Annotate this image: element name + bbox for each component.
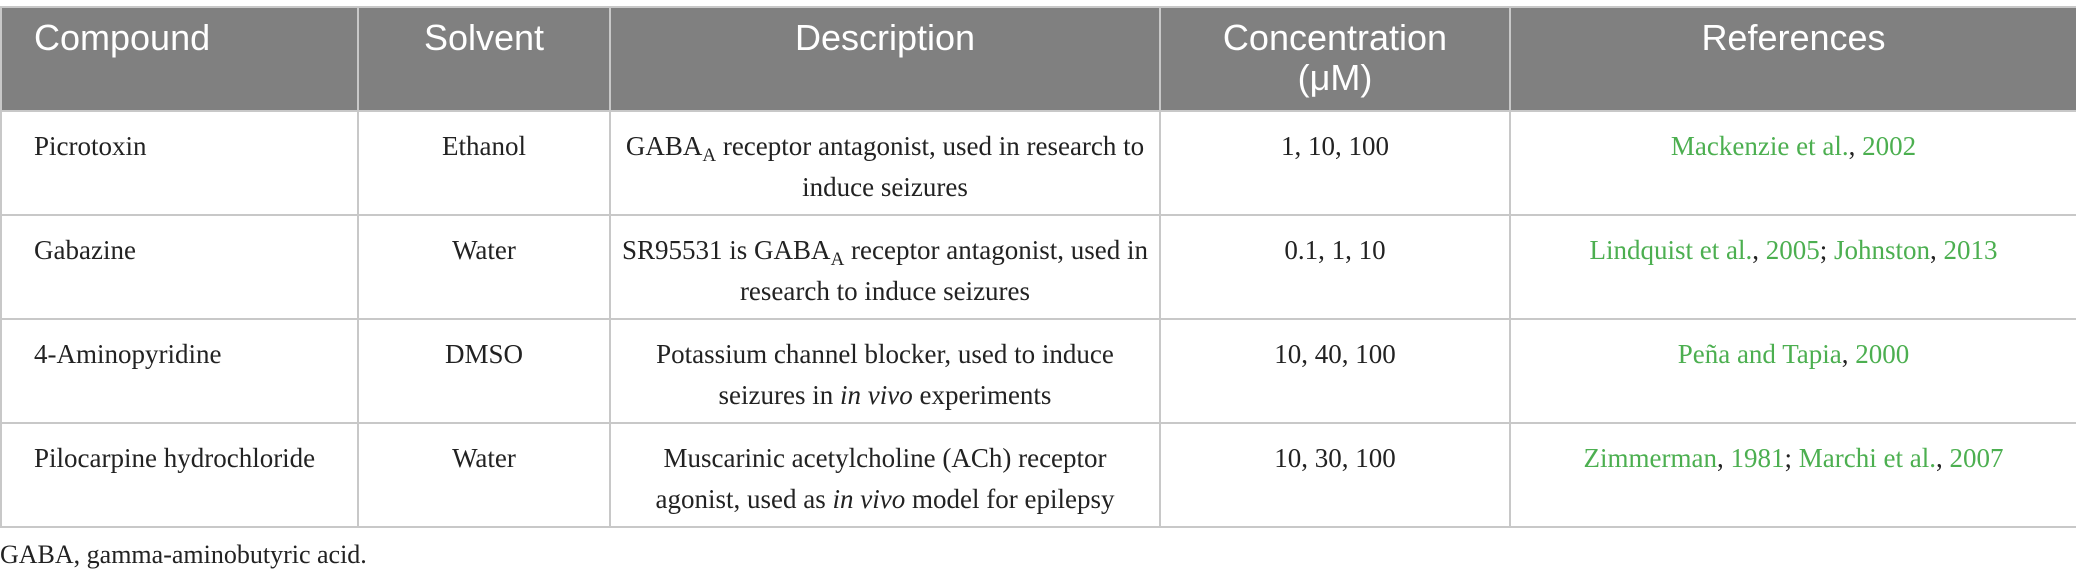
header-concentration (1160, 7, 1510, 111)
header-solvent: Solvent (358, 7, 610, 111)
reference-link[interactable]: Peña and Tapia (1677, 339, 1842, 369)
description-cell: Potassium channel blocker, used to induce seizures in in vivo experiments (610, 319, 1160, 423)
solvent-cell: Water (358, 423, 610, 527)
description-cell: Muscarinic acetylcholine (ACh) receptor agonist, used as in vivo model for epilepsy (610, 423, 1160, 527)
concentration-cell: 0.1, 1, 10 (1160, 215, 1510, 319)
reference-link[interactable]: Lindquist et al. (1589, 235, 1753, 265)
table-footnote: GABA, gamma-aminobutyric acid. (0, 540, 367, 569)
references-cell: Lindquist et al., 2005; Johnston, 2013 (1510, 215, 2076, 319)
header-concentration-label: Concentration (1222, 17, 1448, 58)
reference-link[interactable]: 2000 (1855, 339, 1910, 369)
reference-link[interactable]: 2005 (1765, 235, 1820, 265)
reference-link[interactable]: Zimmerman (1583, 443, 1717, 473)
table-row (1, 215, 2076, 319)
reference-link[interactable]: Johnston (1833, 235, 1931, 265)
reference-link[interactable]: Marchi et al. (1798, 443, 1936, 473)
compound-cell: Gabazine (1, 215, 358, 319)
description-cell: $GABA_A$ receptor antagonist, used in research to induce seizures (610, 111, 1160, 215)
references-cell: Mackenzie et al., 2002 (1510, 111, 2076, 215)
reference-link[interactable]: 2007 (1949, 443, 2004, 473)
header-description: Description (610, 7, 1160, 111)
compound-cell: Picrotoxin (1, 111, 358, 215)
solvent-cell: DMSO (358, 319, 610, 423)
references-cell: Peña and Tapia, 2000 (1510, 319, 2076, 423)
header-compound: Compound (1, 7, 358, 111)
header-row (1, 7, 2076, 111)
table-row (1, 319, 2076, 423)
reference-link[interactable]: 2013 (1943, 235, 1998, 265)
compounds-table (0, 6, 2076, 528)
table-row (1, 423, 2076, 527)
concentration-cell: 1, 10, 100 (1160, 111, 1510, 215)
table-row (1, 111, 2076, 215)
reference-link[interactable]: 1981 (1730, 443, 1785, 473)
compound-cell: 4-Aminopyridine (1, 319, 358, 423)
solvent-cell: Water (358, 215, 610, 319)
solvent-cell: Ethanol (358, 111, 610, 215)
header-concentration-unit: (μM) (1297, 57, 1373, 98)
concentration-cell: 10, 30, 100 (1160, 423, 1510, 527)
compound-cell: Pilocarpine hydrochloride (1, 423, 358, 527)
reference-link[interactable]: 2002 (1862, 131, 1917, 161)
references-cell: Zimmerman, 1981; Marchi et al., 2007 (1510, 423, 2076, 527)
header-references: References (1510, 7, 2076, 111)
description-cell: SR95531 is $GABA_A$ receptor antagonist, used in research to induce seizures (610, 215, 1160, 319)
concentration-cell: 10, 40, 100 (1160, 319, 1510, 423)
reference-link[interactable]: Mackenzie et al. (1670, 131, 1849, 161)
